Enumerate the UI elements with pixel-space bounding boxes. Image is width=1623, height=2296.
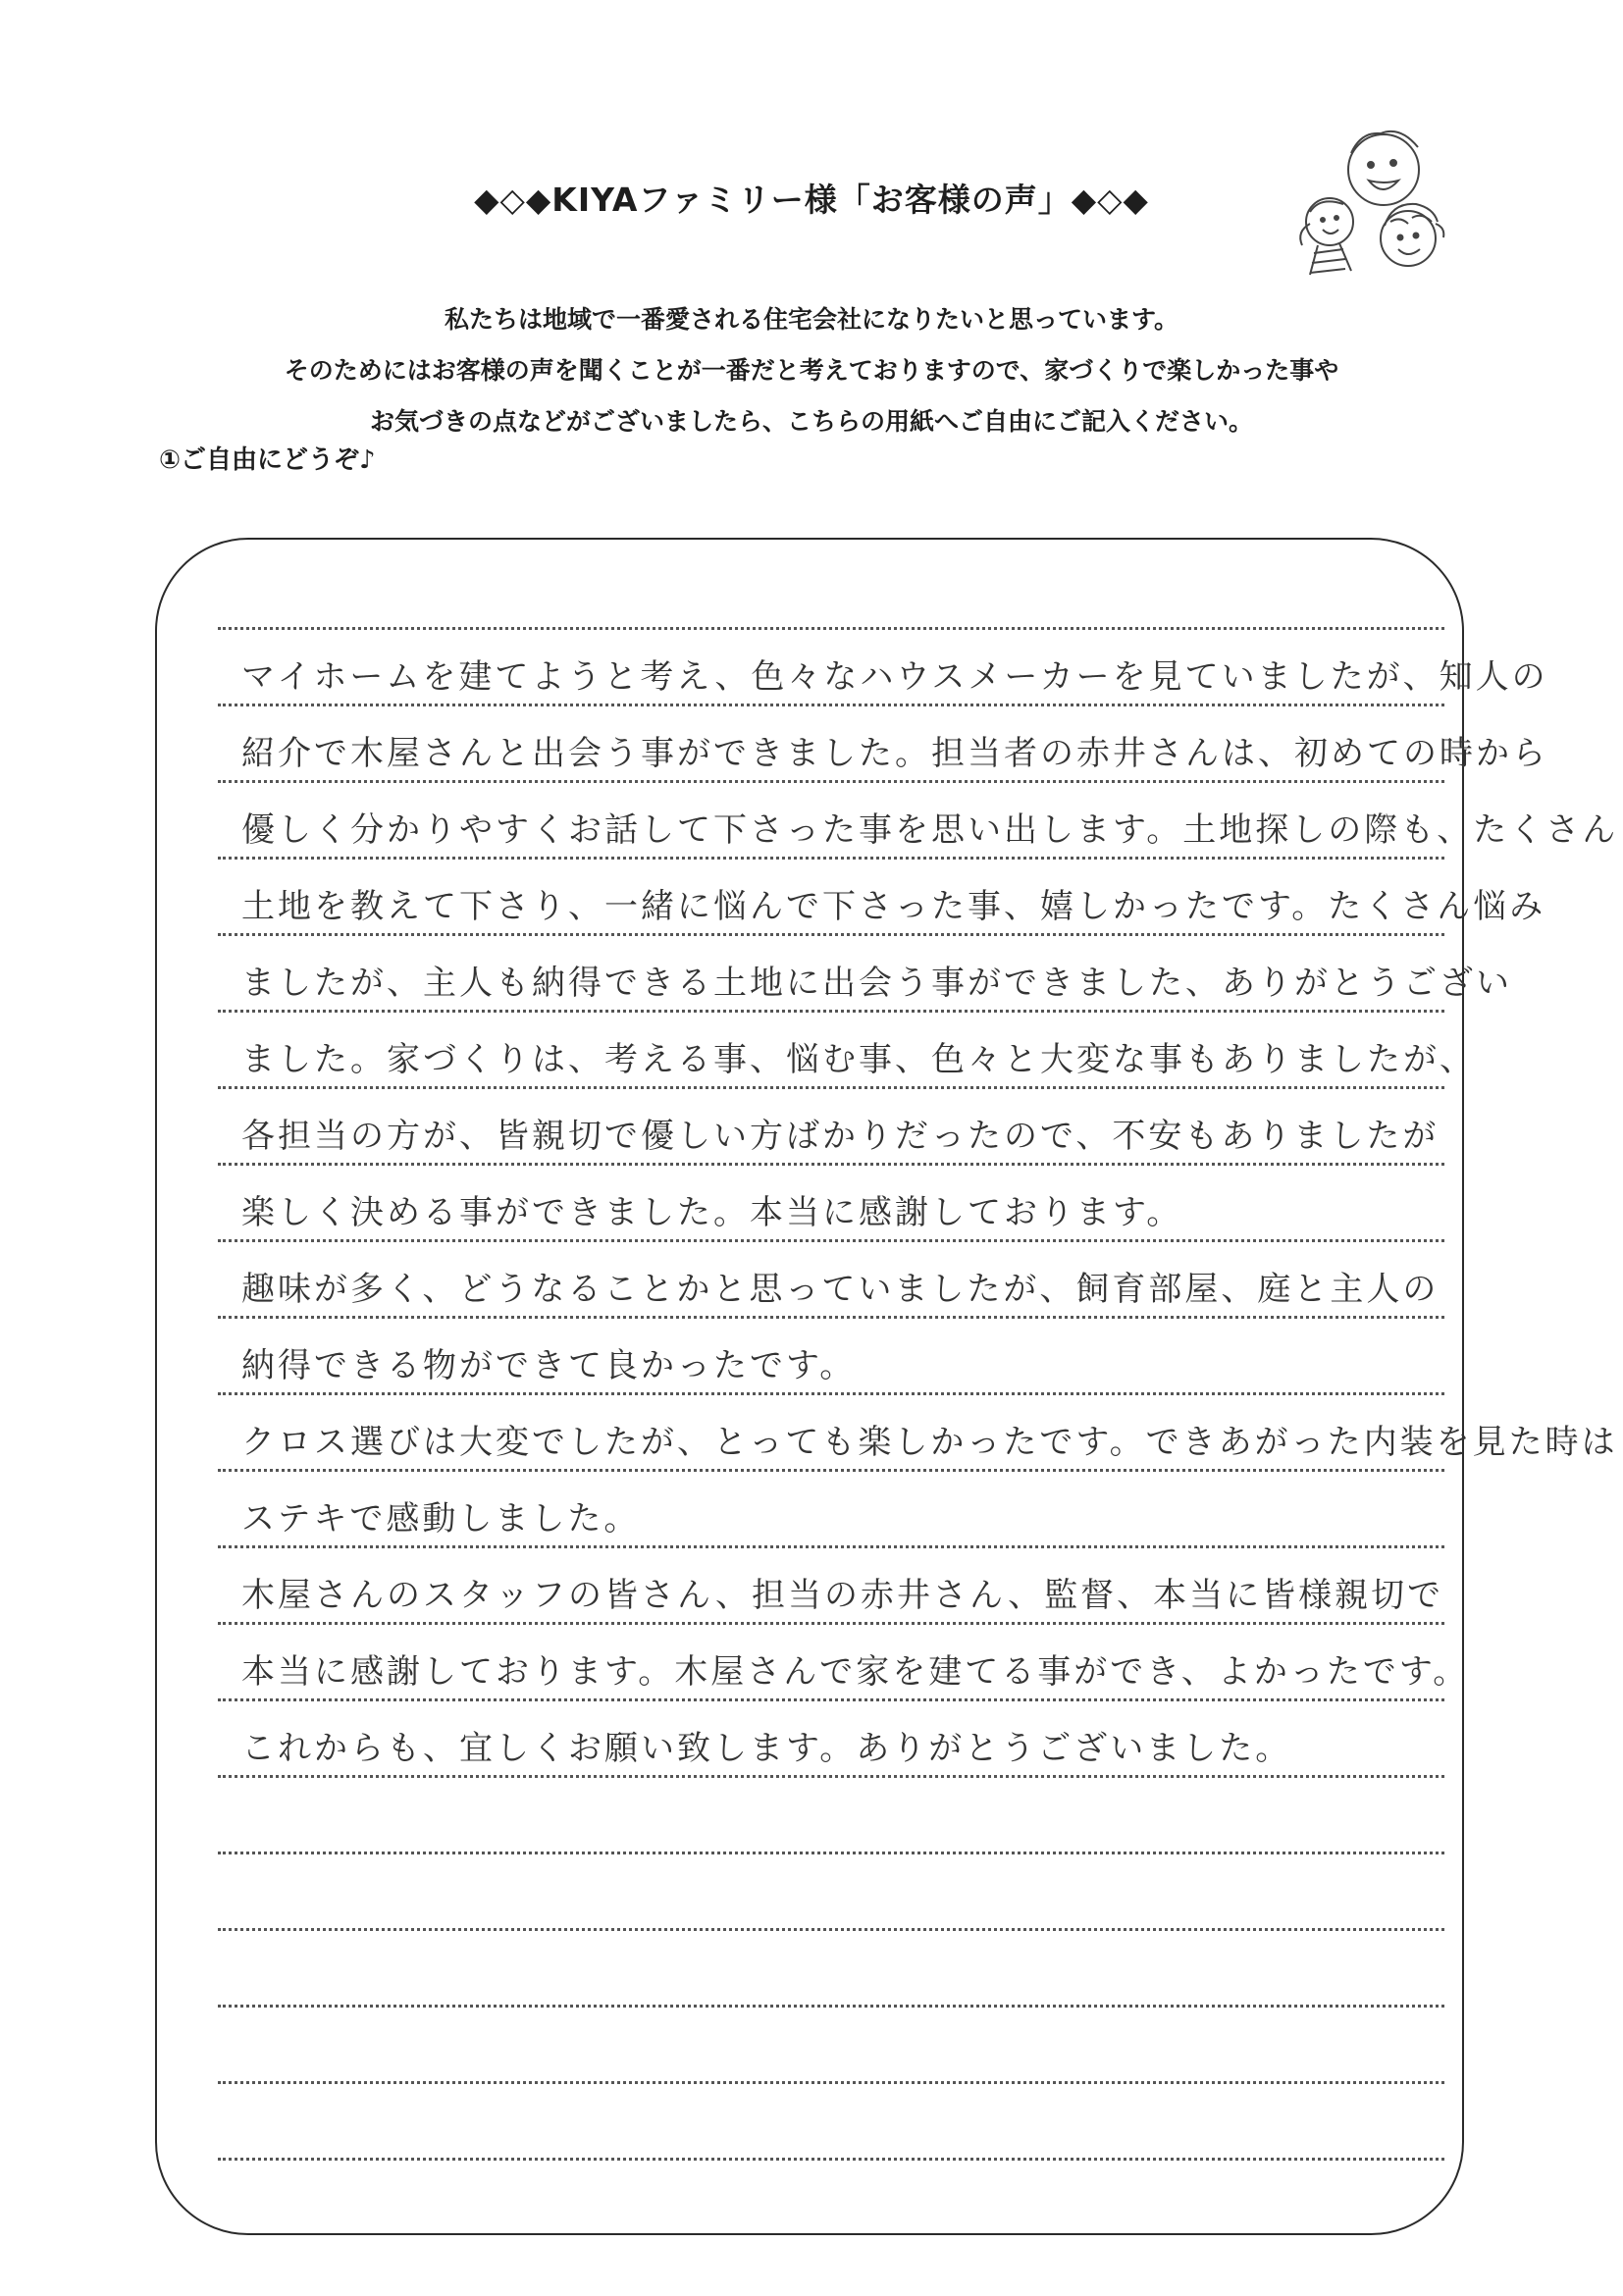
handwritten-text: 優しく分かりやすくお話して下さった事を思い出します。土地探しの際も、たくさん [241, 810, 1619, 850]
handwritten-text: クロス選びは大変でしたが、とっても楽しかったです。できあがった内装を見た時は [241, 1423, 1618, 1462]
ruled-line [218, 1089, 1444, 1166]
free-comment-prompt: ①ご自由にどうぞ♪ [159, 445, 376, 475]
handwritten-text: 趣味が多く、どうなることかと思っていましたが、飼育部屋、庭と主人の [241, 1270, 1440, 1309]
ruled-line [218, 1242, 1444, 1319]
handwritten-text: これからも、宜しくお願い致します。ありがとうございました。 [241, 1729, 1292, 1768]
ruled-line [218, 1931, 1444, 2008]
handwritten-text: 紹介で木屋さんと出会う事ができました。担当者の赤井さんは、初めての時から [241, 734, 1548, 773]
intro-line: お気づきの点などがございましたら、こちらの用紙へご自由にご記入ください。 [369, 407, 1253, 436]
handwritten-text: 本当に感謝しております。木屋さんで家を建てる事ができ、よかったです。 [241, 1652, 1470, 1692]
ruled-line [218, 936, 1512, 1013]
handwritten-text: ステキで感動しました。 [241, 1499, 641, 1539]
ruled-line [218, 1472, 1444, 1548]
ruled-line [218, 553, 1444, 630]
handwritten-text: 土地を教えて下さり、一緒に悩んで下さった事、嬉しかったです。たくさん悩み [241, 887, 1546, 926]
ruled-line [218, 706, 1548, 783]
handwritten-text: 納得できる物ができて良かったです。 [241, 1346, 857, 1385]
intro-line: そのためにはお客様の声を聞くことが一番だと考えておりますので、家づくりで楽しかった事や [284, 356, 1339, 385]
handwritten-text: マイホームを建てようと考え、色々なハウスメーカーを見ていましたが、知人の [241, 657, 1548, 697]
handwritten-text: ました。家づくりは、考える事、悩む事、色々と大変な事もありましたが、 [241, 1040, 1476, 1079]
ruled-line [218, 1701, 1444, 1778]
ruled-line [218, 1395, 1618, 1472]
ruled-line [218, 1166, 1444, 1242]
page-title: ◆◇◆KIYAファミリー様「お客様の声」◆◇◆ [474, 181, 1149, 219]
handwritten-text: ましたが、主人も納得できる土地に出会う事ができました、ありがとうござい [241, 964, 1512, 1003]
handwritten-text: 木屋さんのスタッフの皆さん、担当の赤井さん、監督、本当に皆様親切で [241, 1576, 1444, 1615]
ruled-line [218, 783, 1619, 860]
ruled-line [218, 1778, 1444, 1854]
ruled-comment-lines [218, 553, 1619, 2161]
ruled-line [218, 1013, 1476, 1089]
handwritten-text: 楽しく決める事ができました。本当に感謝しております。 [241, 1193, 1183, 1232]
ruled-line [218, 860, 1546, 936]
ruled-line [218, 1319, 1444, 1395]
ruled-line [218, 630, 1548, 706]
ruled-line [218, 1625, 1470, 1701]
intro-text [0, 294, 1623, 447]
family-doodle-icon [1290, 116, 1447, 287]
ruled-line [218, 1548, 1444, 1625]
handwritten-text: 各担当の方が、皆親切で優しい方ばかりだったので、不安もありましたが [241, 1117, 1440, 1156]
ruled-line [218, 1854, 1444, 1931]
ruled-line [218, 2008, 1444, 2084]
ruled-line [218, 2084, 1444, 2161]
intro-line: 私たちは地域で一番愛される住宅会社になりたいと思っています。 [444, 305, 1178, 334]
